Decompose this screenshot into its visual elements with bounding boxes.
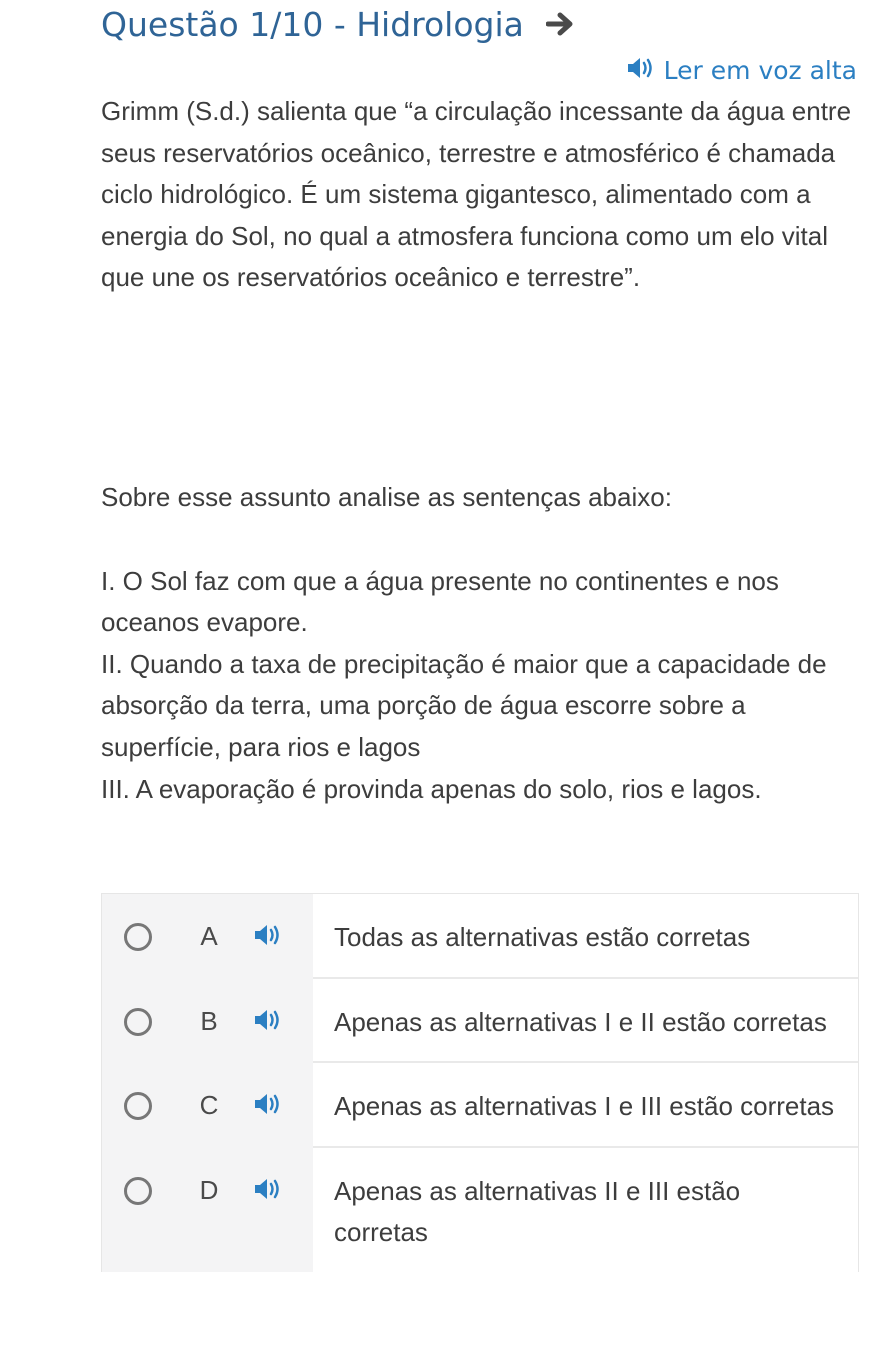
option-text: Todas as alternativas estão corretas (313, 894, 858, 979)
speaker-icon[interactable] (253, 1177, 293, 1201)
arrow-right-icon[interactable] (546, 11, 576, 37)
option-d[interactable] (102, 1148, 858, 1272)
option-text: Apenas as alternativas II e III estão corretas (313, 1148, 858, 1272)
question-body (101, 91, 853, 810)
speaker-icon[interactable] (253, 1008, 293, 1032)
read-aloud-button[interactable] (626, 52, 857, 88)
option-letter: C (199, 1090, 219, 1121)
option-b[interactable] (102, 979, 858, 1064)
statement-2: II. Quando a taxa de precipitação é maior que a capacidade de absorção da terra, uma porção de água escorre sobre a superfície, para rios e lagos (101, 648, 827, 762)
option-text: Apenas as alternativas I e II estão corretas (313, 979, 858, 1064)
statement-1: I. O Sol faz com que a água presente no continentes e nos oceanos evapore. (101, 565, 779, 638)
statement-3: III. A evaporação é provinda apenas do solo, rios e lagos. (101, 773, 762, 804)
question-prompt: Sobre esse assunto analise as sentenças abaixo: (101, 482, 672, 512)
speaker-icon[interactable] (253, 1092, 293, 1116)
question-title (101, 0, 576, 48)
radio-button-d[interactable] (124, 1177, 152, 1205)
radio-button-a[interactable] (124, 923, 152, 951)
option-a[interactable] (102, 894, 858, 979)
option-letter: B (200, 1005, 218, 1036)
speaker-icon[interactable] (253, 923, 293, 947)
question-title-text: Questão 1/10 - Hidrologia (101, 4, 524, 44)
option-letter: D (199, 1174, 219, 1205)
radio-button-c[interactable] (124, 1092, 152, 1120)
option-c[interactable] (102, 1063, 858, 1148)
option-letter: A (200, 921, 218, 951)
answer-options (101, 893, 859, 1272)
option-text: Apenas as alternativas I e III estão corretas (313, 1063, 858, 1148)
question-intro: Grimm (S.d.) salienta que “a circulação incessante da água entre seus reservatórios oceânico, terrestre e atmosférico é chamada ciclo hidrológico. É um sistema gigantesco, alimentado com a energia do Sol, no qual a atmosfera funciona como um elo vital que une os reservatórios oceânico e terrestre”. (101, 96, 852, 293)
speaker-icon (626, 56, 656, 85)
read-aloud-label: Ler em voz alta (663, 55, 857, 85)
radio-button-b[interactable] (124, 1008, 152, 1036)
